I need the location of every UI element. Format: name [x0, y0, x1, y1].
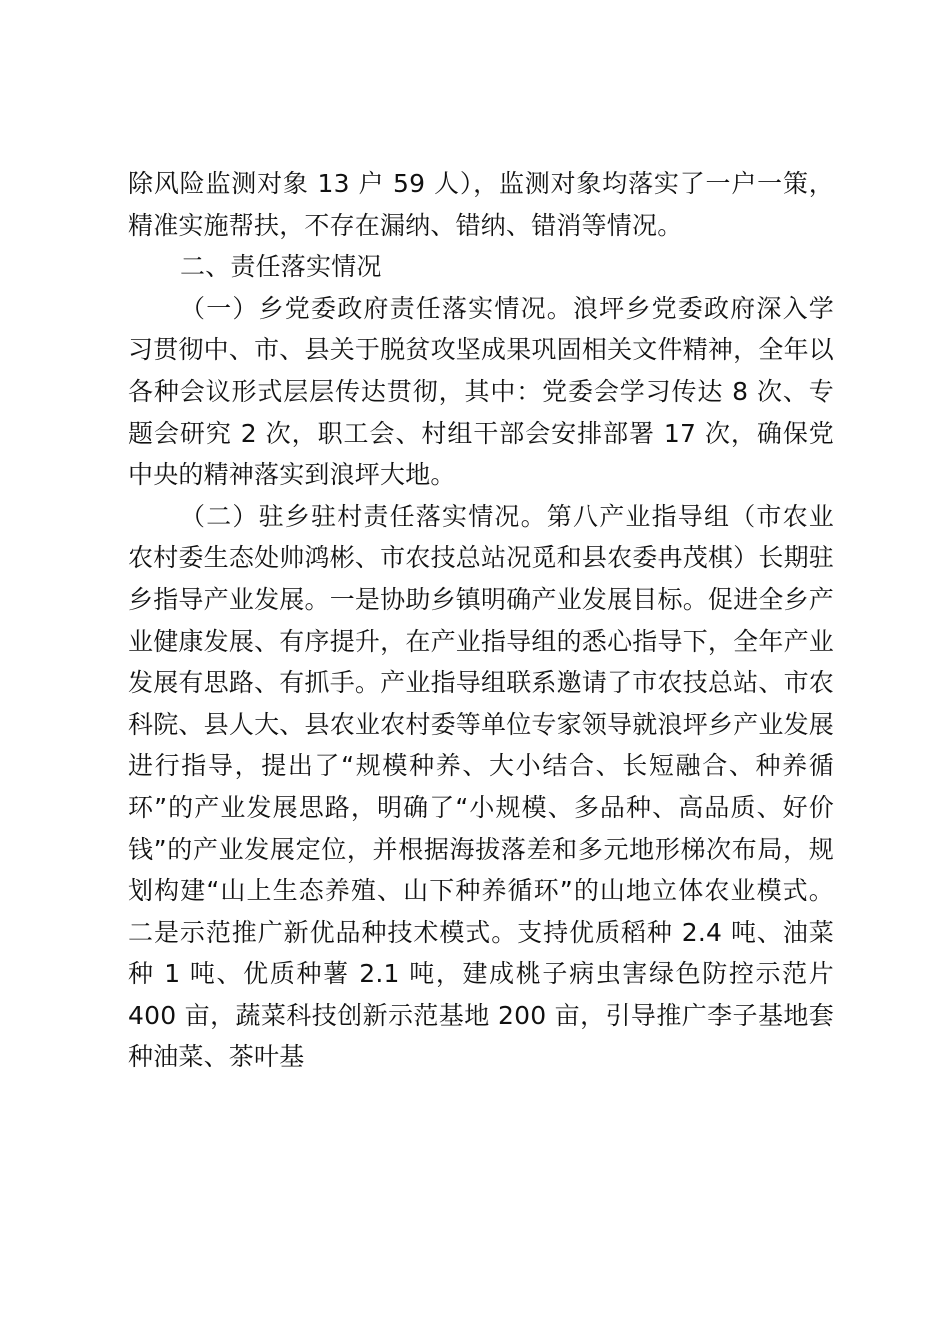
paragraph-lead-heading: （二）驻乡驻村责任落实情况。	[180, 501, 547, 531]
paragraph-lead-heading: （一）乡党委政府责任落实情况。	[180, 293, 573, 323]
paragraph-text: 除风险监测对象 13 户 59 人），监测对象均落实了一户一策，精准实施帮扶，不存在漏纳、错纳、错消等情况。	[128, 169, 834, 240]
paragraph-township-party-responsibility	[128, 288, 834, 496]
paragraph-monitoring-continuation	[128, 163, 834, 246]
paragraph-village-responsibility	[128, 496, 834, 1078]
paragraph-text: 浪坪乡党委政府深入学习贯彻中、市、县关于脱贫攻坚成果巩固相关文件精神，全年以各种会议形式层层传达贯彻，其中：党委会学习传达 8 次、专题会研究 2 次，职工会、村组干部会安排部署 17 次，确保党中央的精神落实到浪坪大地。	[128, 293, 834, 490]
section-heading-text: 二、责任落实情况	[180, 252, 382, 282]
paragraph-text: 第八产业指导组（市农业农村委生态处帅鸿彬、市农技总站况觅和县农委冉茂棋）长期驻乡指导产业发展。一是协助乡镇明确产业发展目标。促进全乡产业健康发展、有序提升，在产业指导组的悉心指导下，全年产业发展有思路、有抓手。产业指导组联系邀请了市农技总站、市农科院、县人大、县农业农村委等单位专家领导就浪坪乡产业发展进行指导，提出了“规模种养、大小结合、长短融合、种养循环”的产业发展思路，明确了“小规模、多品种、高品质、好价钱”的产业发展定位，并根据海拔落差和多元地形梯次布局，规划构建“山上生态养殖、山下种养循环”的山地立体农业模式。二是示范推广新优品种技术模式。支持优质稻种 2.4 吨、油菜种 1 吨、优质种薯 2.1 吨，建成桃子病虫害绿色防控示范片 400 亩，蔬菜科技创新示范基地 200 亩，引导推广李子基地套种油菜、茶叶基	[128, 501, 834, 1072]
document-body	[128, 163, 834, 1078]
section-heading-responsibility	[128, 246, 834, 288]
